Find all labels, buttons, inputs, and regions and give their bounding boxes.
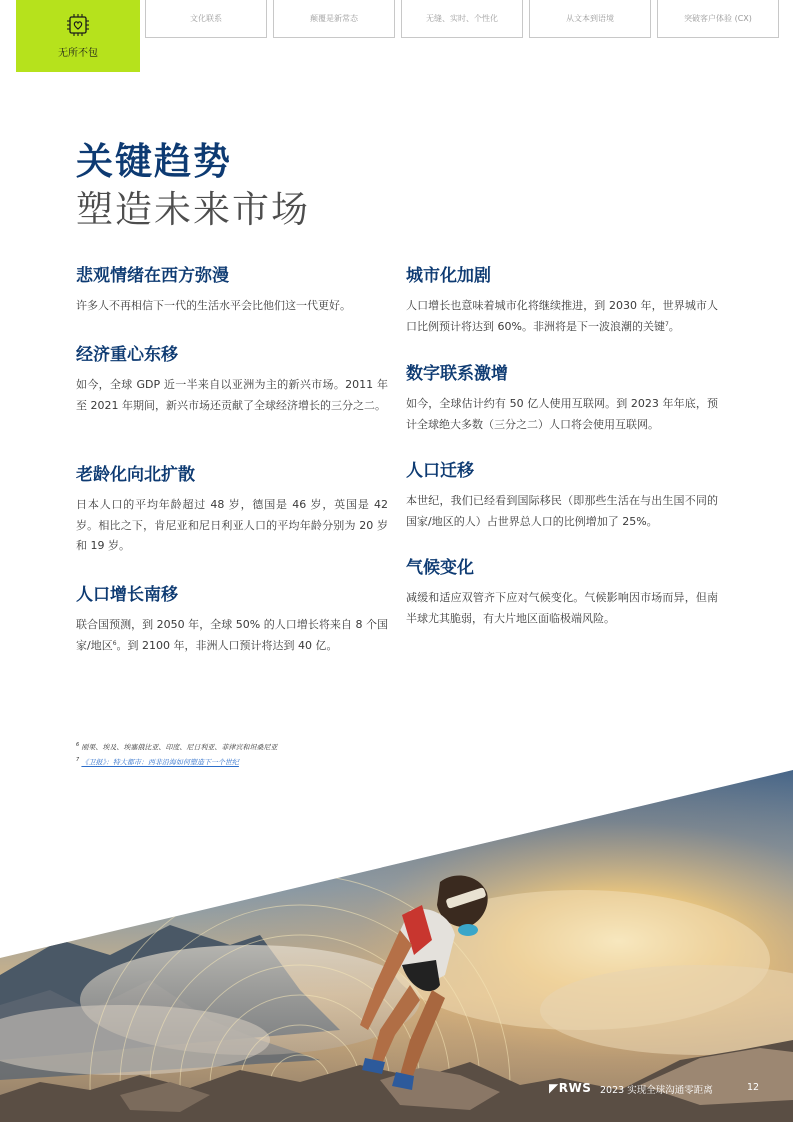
section-title: 城市化加剧 <box>406 266 491 286</box>
rws-logo-icon: ◤ <box>549 1081 559 1095</box>
tab-seamless-realtime-personal[interactable]: 无缝、实时、个性化 <box>401 0 523 38</box>
section-title: 老龄化向北扩散 <box>76 465 195 485</box>
page-footer <box>0 1078 793 1098</box>
section-title: 经济重心东移 <box>76 345 178 365</box>
page-title: 关键趋势 <box>76 140 232 183</box>
rws-logo-text: RWS <box>558 1081 592 1095</box>
section-title: 人口增长南移 <box>76 585 178 605</box>
document-title: 2023 实现全球沟通零距离 <box>600 1085 713 1096</box>
footnote-7-link[interactable]: 《卫报》：特大都市：西非沿海如何塑造下一个世纪 <box>81 758 239 767</box>
rws-logo[interactable] <box>549 1081 591 1095</box>
tab-breakthrough-cx[interactable]: 突破客户体验 (CX) <box>657 0 779 38</box>
section-title: 气候变化 <box>406 558 474 578</box>
section-body: 日本人口的平均年龄超过 48 岁，德国是 46 岁，英国是 42 岁。相比之下，肯尼亚和尼日利亚人口的平均年龄分别为 20 岁和 19 岁。 <box>76 498 388 552</box>
section-body: 许多人不再相信下一代的生活水平会比他们这一代更好。 <box>76 299 351 312</box>
section-title: 数字联系激增 <box>406 364 508 384</box>
section-body: 人口增长也意味着城市化将继续推进，到 2030 年，世界城市人口比例预计将达到 60%。非洲将是下一波浪潮的关键$^7$。 <box>406 299 718 333</box>
section-title: 人口迁移 <box>406 461 474 481</box>
tab-cultural-connection[interactable]: 文化联系 <box>145 0 267 38</box>
footnote-7[interactable]: $^7$ 《卫报》：特大都市：西非沿海如何塑造下一个世纪 <box>76 757 239 767</box>
section-body: 本世纪，我们已经看到国际移民（即那些生活在与出生国不同的国家/地区的人）占世界总人口的比例增加了 25%。 <box>406 494 718 528</box>
page-subtitle: 塑造未来市场 <box>76 188 310 231</box>
section-body: 联合国预测，到 2050 年，全球 50% 的人口增长将来自 8 个国家/地区$^6$。到 2100 年，非洲人口预计将达到 40 亿。 <box>76 618 388 652</box>
footnote-ref-6[interactable]: 6 <box>112 639 117 647</box>
tab-text-to-context[interactable]: 从文本到语境 <box>529 0 651 38</box>
tab-disruption-new-normal[interactable]: 颠覆是新常态 <box>273 0 395 38</box>
section-title: 悲观情绪在西方弥漫 <box>76 266 229 286</box>
section-body: 减缓和适应双管齐下应对气候变化。气候影响因市场而异，但南半球尤其脆弱，有大片地区面临极端风险。 <box>406 591 718 625</box>
section-body: 如今，全球估计约有 50 亿人使用互联网。到 2023 年年底，预计全球绝大多数（三分之二）人口将会使用互联网。 <box>406 397 718 431</box>
footnote-ref-7[interactable]: 7 <box>664 320 669 328</box>
section-body: 如今，全球 GDP 近一半来自以亚洲为主的新兴市场。2011 年至 2021 年期间，新兴市场还贡献了全球经济增长的三分之二。 <box>76 378 388 412</box>
page-number: 12 <box>747 1082 760 1093</box>
tab-active-label: 无所不包 <box>58 48 98 59</box>
footnote-6: $^6$ 刚果、埃及、埃塞俄比亚、印度、尼日利亚、菲律宾和坦桑尼亚 <box>76 742 278 752</box>
